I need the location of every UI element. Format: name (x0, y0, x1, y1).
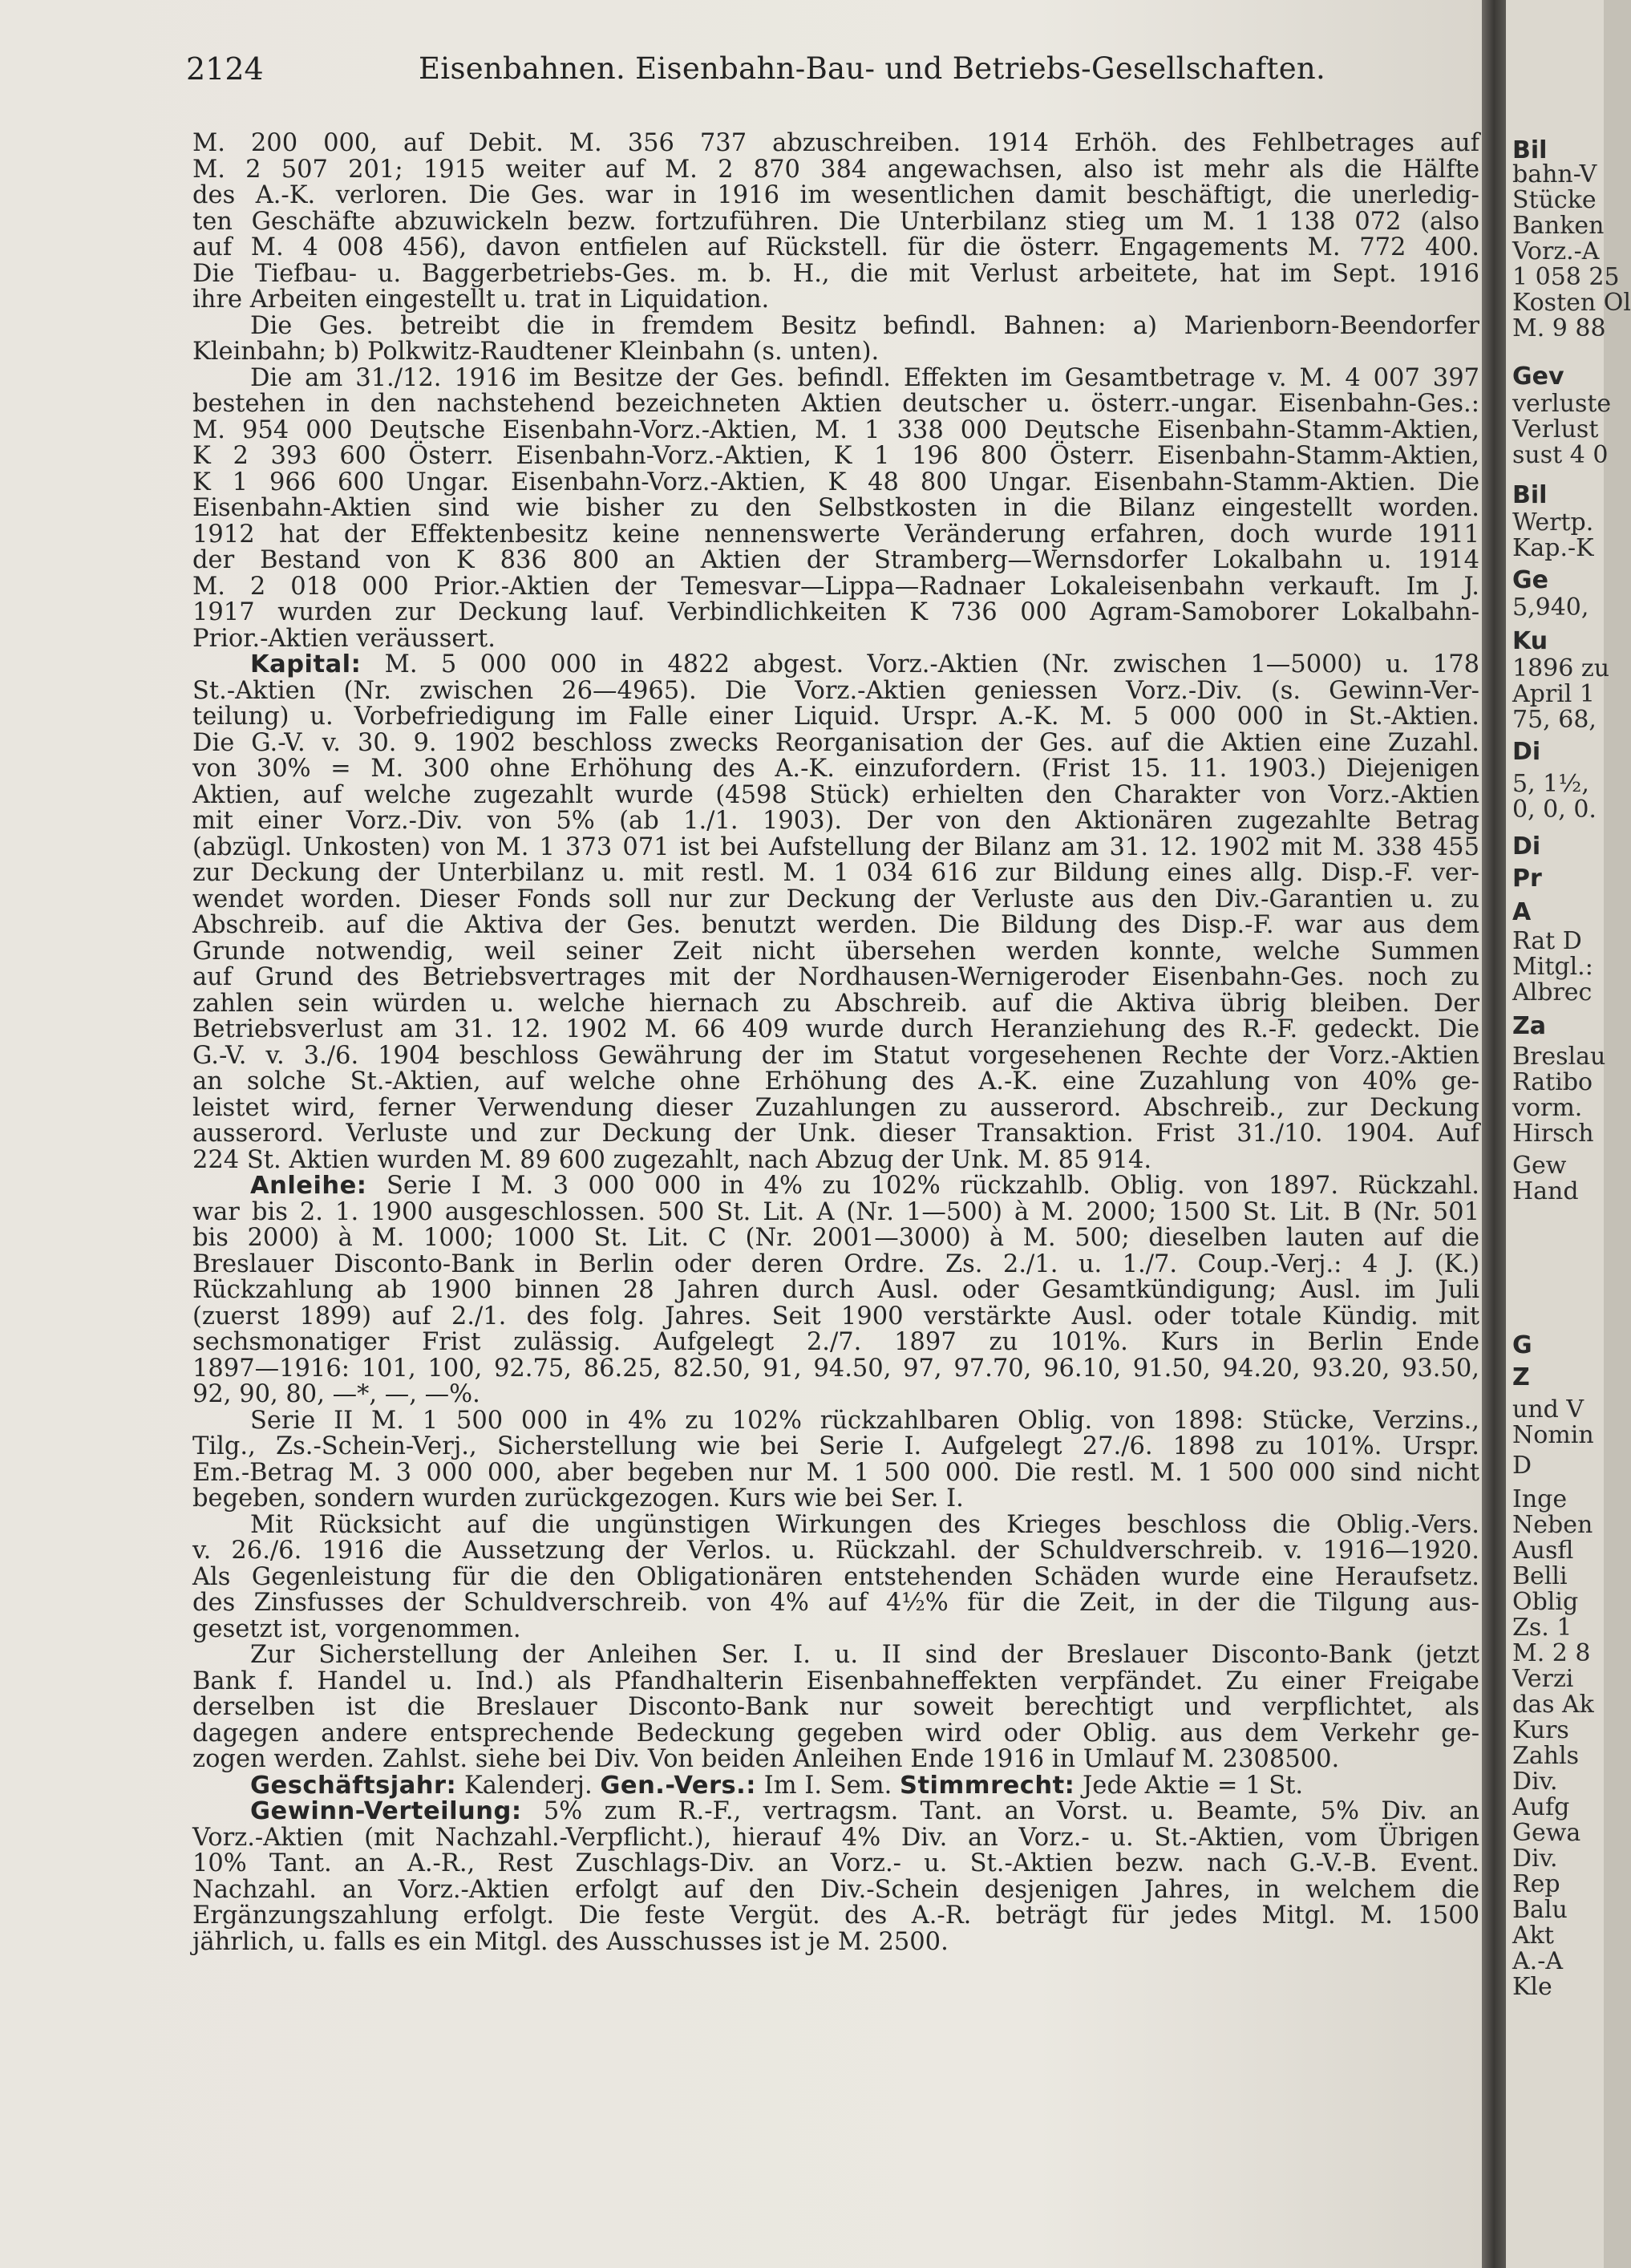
text-line (192, 1278, 1479, 1304)
paragraph (192, 311, 1479, 366)
text-line (192, 1695, 1479, 1721)
line-text: G.-V. v. 3./6. 1904 beschloss Gewährung der im Statut vorgesehenen Rechte der Vorz.-Aktien (192, 1041, 1479, 1070)
text-line (192, 1927, 1479, 1956)
text-line (192, 1043, 1479, 1070)
right-page-fragment: Verlust (1512, 415, 1599, 443)
paragraph (192, 652, 1479, 1173)
text-line (192, 1747, 1479, 1773)
line-text: M. 2 507 201; 1915 weiter auf M. 2 870 384 angewachsen, also ist mehr als die Hälfte (192, 155, 1479, 184)
text-line (192, 756, 1479, 783)
line-text: Prior.-Aktien veräussert. (192, 624, 496, 653)
text-line (192, 1510, 1479, 1539)
right-page-fragment: April 1 (1512, 680, 1596, 708)
right-page-fragment: Gev (1512, 362, 1564, 391)
right-page-fragment: Ausfl (1512, 1537, 1574, 1565)
right-page-fragment: sust 4 0 (1512, 441, 1609, 469)
line-text: Breslauer Disconto-Bank in Berlin oder deren Ordre. Zs. 2./1. u. 1./7. Coup.-Verj.: 4 J. (K.) (192, 1249, 1479, 1278)
right-page-fragment: A (1512, 898, 1532, 926)
text-line (192, 311, 1479, 340)
line-text: Abschreib. auf die Aktiva der Ges. benutzt werden. Die Bildung des Disp.-F. war aus dem (192, 911, 1479, 939)
line-text: 1897—1916: 101, 100, 92.75, 86.25, 82.50, 91, 94.50, 97, 97.70, 96.10, 91.50, 94.20, 93.20, 93.50, (192, 1354, 1479, 1383)
text-line (192, 861, 1479, 887)
line-text: Die G.-V. v. 30. 9. 1902 beschloss zwecks Reorganisation der Ges. auf die Aktien eine Zuzahl. (192, 728, 1479, 757)
text-line (192, 548, 1479, 574)
text-line (192, 1017, 1479, 1043)
right-page-fragment: Rep (1512, 1870, 1560, 1898)
line-text: Eisenbahn-Aktien sind wie bisher zu den Selbstkosten in die Bilanz eingestellt worden. (192, 494, 1479, 522)
right-page-fragment: G (1512, 1331, 1532, 1359)
text-line (192, 522, 1479, 549)
right-page-fragment: Hirsch (1512, 1120, 1594, 1148)
section-keyword: Anleihe: (250, 1172, 367, 1200)
paragraph (192, 1642, 1479, 1773)
line-text: Mit Rücksicht auf die ungünstigen Wirkungen des Krieges beschloss die Oblig.-Vers. (250, 1510, 1479, 1539)
section-keyword: Gen.-Vers.: (600, 1771, 756, 1800)
line-text: (abzügl. Unkosten) von M. 1 373 071 ist bei Aufstellung der Bilanz am 31. 12. 1902 mit M. 338 455 (192, 832, 1479, 861)
paragraph (192, 1173, 1479, 1408)
line-text: Die am 31./12. 1916 im Besitze der Ges. befindl. Effekten im Gesamtbetrage v. M. 4 007 397 (250, 363, 1479, 392)
paragraph (192, 1408, 1479, 1513)
text-line (192, 1173, 1479, 1200)
right-page-fragment: Pr (1512, 865, 1542, 893)
text-line (192, 728, 1479, 757)
line-text: 1917 wurden zur Deckung lauf. Verbindlichkeiten K 736 000 Agram-Samoborer Lokalbahn- (192, 598, 1479, 626)
line-text: Zur Sicherstellung der Anleihen Ser. I. u. II sind der Breslauer Disconto-Bank (jetzt (250, 1641, 1479, 1669)
line-text: bestehen in den nachstehend bezeichneten Aktien deutscher u. österr.-ungar. Eisenbahn-Ges.: (192, 390, 1479, 418)
right-page-fragment: Zs. 1 (1512, 1614, 1572, 1642)
line-text: K 1 966 600 Ungar. Eisenbahn-Vorz.-Aktien, K 48 800 Ungar. Eisenbahn-Stamm-Aktien. Die (192, 468, 1479, 496)
text-line (192, 235, 1479, 261)
line-text: bis 2000) à M. 1000; 1000 St. Lit. C (Nr. 2001—3000) à M. 500; dieselben lauten auf die (192, 1224, 1479, 1252)
right-page-fragment: Div. (1512, 1845, 1558, 1873)
line-text: Bank f. Handel u. Ind.) als Pfandhalterin Eisenbahneffekten verpfändet. Zu einer Freigabe (192, 1667, 1479, 1695)
right-page-fragment: Bil (1512, 481, 1548, 509)
text-line (192, 1851, 1479, 1877)
line-text: zur Deckung der Unterbilanz u. mit restl. M. 1 034 616 zur Bildung eines allg. Disp.-F. ver- (192, 859, 1479, 887)
text-line (192, 1382, 1479, 1408)
line-text: mit einer Vorz.-Div. von 5% (ab 1./1. 1903). Der von den Aktionären zugezahlte Betrag (192, 807, 1479, 835)
text-line (192, 832, 1479, 861)
right-page-fragment: Mitgl.: (1512, 953, 1593, 981)
text-line (192, 363, 1479, 392)
text-line (192, 939, 1479, 966)
line-text: wendet worden. Dieser Fonds soll nur zur Deckung der Verluste aus den Div.-Garantien u. zu (192, 885, 1479, 913)
text-line (192, 287, 1479, 314)
text-line (192, 1121, 1479, 1148)
right-page-fragment: Stücke (1512, 186, 1597, 214)
right-page-fragment: Ku (1512, 627, 1548, 655)
text-line (192, 574, 1479, 601)
line-text: 5% zum R.-F., vertragsm. Tant. an Vorst. u. Beamte, 5% Div. an (521, 1797, 1479, 1825)
text-line (192, 1225, 1479, 1252)
right-page-fragment: und V (1512, 1395, 1584, 1424)
line-text: Die Ges. betreibt die in fremdem Besitz befindl. Bahnen: a) Marienborn-Beendorfer (250, 311, 1479, 340)
right-page-fragment: Belli (1512, 1562, 1568, 1590)
paragraph (192, 1773, 1479, 1800)
line-text: gesetzt ist, vorgenommen. (192, 1614, 521, 1643)
text-line (192, 780, 1479, 809)
line-text: auf Grund des Betriebsvertrages mit der Nordhausen-Wernigeroder Eisenbahn-Ges. noch zu (192, 963, 1479, 991)
text-line (192, 626, 1479, 653)
line-text: Rückzahlung ab 1900 binnen 28 Jahren durch Ausl. oder Gesamtkündigung; Ausl. im Juli (192, 1276, 1479, 1304)
paragraph (192, 1799, 1479, 1955)
line-text: Kleinbahn; b) Polkwitz-Raudtener Kleinbahn (s. unten). (192, 338, 880, 366)
right-page-fragment: Banken (1512, 212, 1605, 240)
line-text: Em.-Betrag M. 3 000 000, aber begeben nur M. 1 500 000. Die restl. M. 1 500 000 sind nicht (192, 1458, 1479, 1487)
right-page-fragment: Kle (1512, 1973, 1552, 2001)
right-page-fragment: 75, 68, (1512, 706, 1597, 734)
right-page-fragment: Gew (1512, 1152, 1567, 1180)
right-page-fragment: D (1512, 1452, 1532, 1480)
line-text: Betriebsverlust am 31. 12. 1902 M. 66 409 wurde durch Heranziehung des R.-F. gedeckt. Die (192, 1015, 1479, 1043)
right-page-fragment: Z (1512, 1363, 1530, 1391)
right-page-fragment: 1 058 25 (1512, 263, 1620, 291)
page-header (186, 51, 1469, 99)
right-page-fragment: Rat D (1512, 927, 1582, 955)
line-text: jährlich, u. falls es ein Mitgl. des Ausschusses ist je M. 2500. (192, 1927, 949, 1956)
text-line (192, 443, 1479, 470)
text-line (192, 1773, 1479, 1800)
text-line (192, 1330, 1479, 1356)
text-line (192, 391, 1479, 418)
line-text: zogen werden. Zahlst. siehe bei Div. Von beiden Anleihen Ende 1916 in Umlauf M. 2308500. (192, 1745, 1340, 1773)
right-page-fragment: 5, 1½, (1512, 770, 1589, 798)
right-page-fragment: Albrec (1512, 978, 1593, 1006)
right-page-fragment: 1896 zu (1512, 654, 1610, 682)
text-line (192, 415, 1479, 444)
paragraph (192, 131, 1479, 314)
segment-text: Im I. Sem. (755, 1771, 900, 1800)
text-line (192, 913, 1479, 939)
text-line (192, 1486, 1479, 1513)
line-text: Nachzahl. an Vorz.-Aktien erfolgt auf den Div.-Schein desjenigen Jahres, in welchem die (192, 1875, 1479, 1904)
right-page-fragment: 0, 0, 0. (1512, 796, 1597, 824)
line-text: zahlen sein würden u. welche hiernach zu Abschreib. auf die Aktiva übrig bleiben. Der (192, 989, 1479, 1018)
right-page-fragment: Hand (1512, 1177, 1579, 1205)
right-page-fragment: Verzi (1512, 1665, 1574, 1693)
text-line (192, 183, 1479, 209)
right-page-fragment: Kap.-K (1512, 534, 1594, 562)
right-page-fragment: Akt (1512, 1922, 1554, 1950)
right-page-fragment: Oblig (1512, 1588, 1579, 1616)
line-text: war bis 2. 1. 1900 ausgeschlossen. 500 St. Lit. A (Nr. 1—500) à M. 2000; 1500 St. Lit. B (Nr. 501 (192, 1197, 1479, 1226)
line-text: Tilg., Zs.-Schein-Verj., Sicherstellung wie bei Serie I. Aufgelegt 27./6. 1898 zu 101%. Urspr. (192, 1432, 1479, 1460)
line-text: Als Gegenleistung für die den Obligationären entstehenden Schäden wurde eine Heraufsetz. (192, 1562, 1479, 1591)
section-keyword: Geschäftsjahr: (250, 1771, 457, 1800)
line-text: dagegen andere entsprechende Bedeckung gegeben wird oder Oblig. aus dem Verkehr ge- (192, 1719, 1479, 1748)
right-page-fragment: Za (1512, 1012, 1546, 1040)
text-line (192, 678, 1479, 705)
text-line (192, 704, 1479, 731)
line-text: St.-Aktien (Nr. zwischen 26—4965). Die Vorz.-Aktien geniessen Vorz.-Div. (s. Gewinn-Ver- (192, 676, 1479, 705)
text-line (192, 652, 1479, 678)
right-page-fragment: 5,940, (1512, 593, 1589, 622)
text-line (192, 1903, 1479, 1930)
text-line (192, 1249, 1479, 1278)
right-page-fragment: Wertp. (1512, 508, 1594, 537)
page-number: 2124 (186, 51, 264, 87)
line-text: M. 5 000 000 in 4822 abgest. Vorz.-Aktien (Nr. zwischen 1—5000) u. 178 (361, 650, 1479, 678)
line-text: ausserord. Verluste und zur Deckung der Unk. dieser Transaktion. Frist 31./10. 1904. Auf (192, 1120, 1479, 1148)
right-page-fragment: Gewa (1512, 1819, 1581, 1847)
right-page-fragment: Div. (1512, 1768, 1558, 1796)
text-line (192, 1069, 1479, 1096)
line-text: der Bestand von K 836 800 an Aktien der Stramberg—Wernsdorfer Lokalbahn u. 1914 (192, 546, 1479, 574)
right-page-fragment: Balu (1512, 1896, 1568, 1924)
right-page-fragment: Di (1512, 832, 1541, 861)
right-page-fragment: das Ak (1512, 1691, 1594, 1719)
right-page-fragment: bahn-V (1512, 160, 1597, 188)
right-page-fragment: Di (1512, 738, 1541, 766)
right-page-fragment: A.-A (1512, 1947, 1564, 1975)
right-page-fragment: Neben (1512, 1511, 1593, 1539)
right-page-fragment: vorm. (1512, 1094, 1583, 1122)
line-text: ihre Arbeiten eingestellt u. trat in Liquidation. (192, 286, 770, 314)
text-line (192, 131, 1479, 157)
line-text: Serie I M. 3 000 000 in 4% zu 102% rückzahlb. Oblig. von 1897. Rückzahl. (366, 1172, 1479, 1200)
line-text: 10% Tant. an A.-R., Rest Zuschlags-Div. an Vorz.- u. St.-Aktien bezw. nach G.-V.-B. Event. (192, 1849, 1479, 1877)
right-page-fragment: Kosten Ol (1512, 289, 1631, 317)
section-keyword: Kapital: (250, 650, 362, 678)
text-line (192, 600, 1479, 626)
right-page-fragment: Inge (1512, 1485, 1568, 1513)
line-text: des A.-K. verloren. Die Ges. war in 1916 im wesentlichen damit beschäftigt, die unerledig- (192, 181, 1479, 209)
text-line (192, 1590, 1479, 1617)
text-line (192, 1460, 1479, 1487)
line-text: (zuerst 1899) auf 2./1. des folg. Jahres. Seit 1900 verstärkte Ausl. oder totale Kündig. mit (192, 1302, 1479, 1330)
text-line (192, 1799, 1479, 1825)
text-line (192, 157, 1479, 184)
text-line (192, 1614, 1479, 1643)
line-text: derselben ist die Breslauer Disconto-Bank nur soweit berechtigt und verpflichtet, als (192, 1693, 1479, 1721)
line-text: M. 954 000 Deutsche Eisenbahn-Vorz.-Aktien, M. 1 338 000 Deutsche Eisenbahn-Stamm-Aktien, (192, 415, 1479, 444)
line-text: Vorz.-Aktien (mit Nachzahl.-Verpflicht.), hierauf 4% Div. an Vorz.- u. St.-Aktien, vom Übrigen (192, 1823, 1479, 1852)
line-text: Grunde notwendig, weil seiner Zeit nicht übersehen werden konnte, welche Summen (192, 937, 1479, 966)
text-line (192, 1408, 1479, 1435)
text-line (192, 261, 1479, 288)
right-page-fragment: verluste (1512, 390, 1612, 418)
text-line (192, 1877, 1479, 1904)
right-page-fragment: Nomin (1512, 1421, 1594, 1449)
right-page-fragment: M. 9 88 (1512, 314, 1606, 342)
text-line (192, 991, 1479, 1018)
line-text: an solche St.-Aktien, auf welche ohne Erhöhung des A.-K. eine Zuzahlung von 40% ge- (192, 1067, 1479, 1096)
right-page-fragment: M. 2 8 (1512, 1639, 1591, 1667)
text-line (192, 1562, 1479, 1591)
text-line (192, 1434, 1479, 1460)
line-text: v. 26./6. 1916 die Aussetzung der Verlos. u. Rückzahl. der Schuldverschreib. v. 1916—1920. (192, 1537, 1479, 1565)
line-text: sechsmonatiger Frist zulässig. Aufgelegt 2./7. 1897 zu 101%. Kurs in Berlin Ende (192, 1328, 1479, 1356)
right-page-fragment: Zahls (1512, 1742, 1580, 1770)
text-line (192, 1538, 1479, 1565)
text-line (192, 1825, 1479, 1852)
text-line (192, 1197, 1479, 1226)
right-page-fragment: Breslau (1512, 1043, 1606, 1071)
line-text: Serie II M. 1 500 000 in 4% zu 102% rückzahlbaren Oblig. von 1898: Stücke, Verzins., (250, 1406, 1479, 1435)
text-line (192, 1356, 1479, 1383)
right-page-fragment: Vorz.-A (1512, 237, 1600, 265)
running-head: Eisenbahnen. Eisenbahn-Bau- und Betriebs-Gesellschaften. (419, 51, 1326, 86)
line-text: ten Geschäfte abzuwickeln bezw. fortzuführen. Die Unterbilanz stieg um M. 1 138 072 (also (192, 207, 1479, 236)
text-line (192, 209, 1479, 236)
line-text: Ergänzungszahlung erfolgt. Die feste Vergüt. des A.-R. beträgt für jedes Mitgl. M. 1500 (192, 1901, 1479, 1930)
text-line (192, 339, 1479, 366)
line-text: 224 St. Aktien wurden M. 89 600 zugezahlt, nach Abzug der Unk. M. 85 914. (192, 1145, 1152, 1174)
book-gutter (1482, 0, 1506, 2268)
adjacent-page-edge (1506, 0, 1631, 2268)
text-line (192, 1145, 1479, 1174)
text-line (192, 1642, 1479, 1669)
section-keyword: Gewinn-Verteilung: (250, 1797, 522, 1825)
line-text: K 2 393 600 Österr. Eisenbahn-Vorz.-Aktien, K 1 196 800 Österr. Eisenbahn-Stamm-Aktien, (192, 442, 1479, 470)
body-text (192, 131, 1479, 1955)
line-text: Die Tiefbau- u. Baggerbetriebs-Ges. m. b. H., die mit Verlust arbeitete, hat im Sept. 1916 (192, 259, 1479, 288)
text-line (192, 496, 1479, 522)
line-text: M. 200 000, auf Debit. M. 356 737 abzuschreiben. 1914 Erhöh. des Fehlbetrages auf (192, 129, 1479, 157)
section-keyword: Stimmrecht: (900, 1771, 1075, 1800)
line-text: leistet wird, ferner Verwendung dieser Zuzahlungen zu ausserord. Abschreib., zur Deckung (192, 1093, 1479, 1122)
right-page-fragment: Ratibo (1512, 1068, 1593, 1096)
line-text: Aktien, auf welche zugezahlt wurde (4598 Stück) erhielten den Charakter von Vorz.-Aktien (192, 780, 1479, 809)
paragraph (192, 363, 1479, 653)
text-line (192, 965, 1479, 991)
line-text: 92, 90, 80, —*, —, —%. (192, 1380, 480, 1408)
paragraph (192, 1510, 1479, 1643)
right-page-fragment: Ge (1512, 566, 1548, 594)
text-line (192, 1304, 1479, 1330)
line-text: begeben, sondern wurden zurückgezogen. Kurs wie bei Ser. I. (192, 1484, 964, 1513)
text-line (192, 887, 1479, 913)
segment-text: Kalenderj. (456, 1771, 601, 1800)
line-text: auf M. 4 008 456), davon entfielen auf Rückstell. für die österr. Engagements M. 772 400. (192, 233, 1479, 261)
right-page-fragment: Aufg (1512, 1793, 1570, 1821)
line-text: M. 2 018 000 Prior.-Aktien der Temesvar—Lippa—Radnaer Lokaleisenbahn verkauft. Im J. (192, 572, 1479, 601)
line-text: von 30% = M. 300 ohne Erhöhung des A.-K. einzufordern. (Frist 15. 11. 1903.) Diejenigen (192, 755, 1479, 783)
text-line (192, 808, 1479, 835)
text-line (192, 1093, 1479, 1122)
right-page-fragment: Kurs (1512, 1716, 1569, 1744)
line-text: des Zinsfusses der Schuldverschreib. von 4% auf 4½% für die Zeit, in der die Tilgung aus- (192, 1589, 1479, 1617)
line-text: teilung) u. Vorbefriedigung im Falle einer Liquid. Urspr. A.-K. M. 5 000 000 in St.-Aktien. (192, 703, 1479, 731)
text-line (192, 1669, 1479, 1695)
right-page-fragment: Bil (1512, 136, 1548, 164)
text-line (192, 1721, 1479, 1748)
line-text: 1912 hat der Effektenbesitz keine nennenswerte Veränderung erfahren, doch wurde 1911 (192, 520, 1479, 549)
segment-text: Jede Aktie = 1 St. (1075, 1771, 1304, 1800)
text-line (192, 470, 1479, 496)
